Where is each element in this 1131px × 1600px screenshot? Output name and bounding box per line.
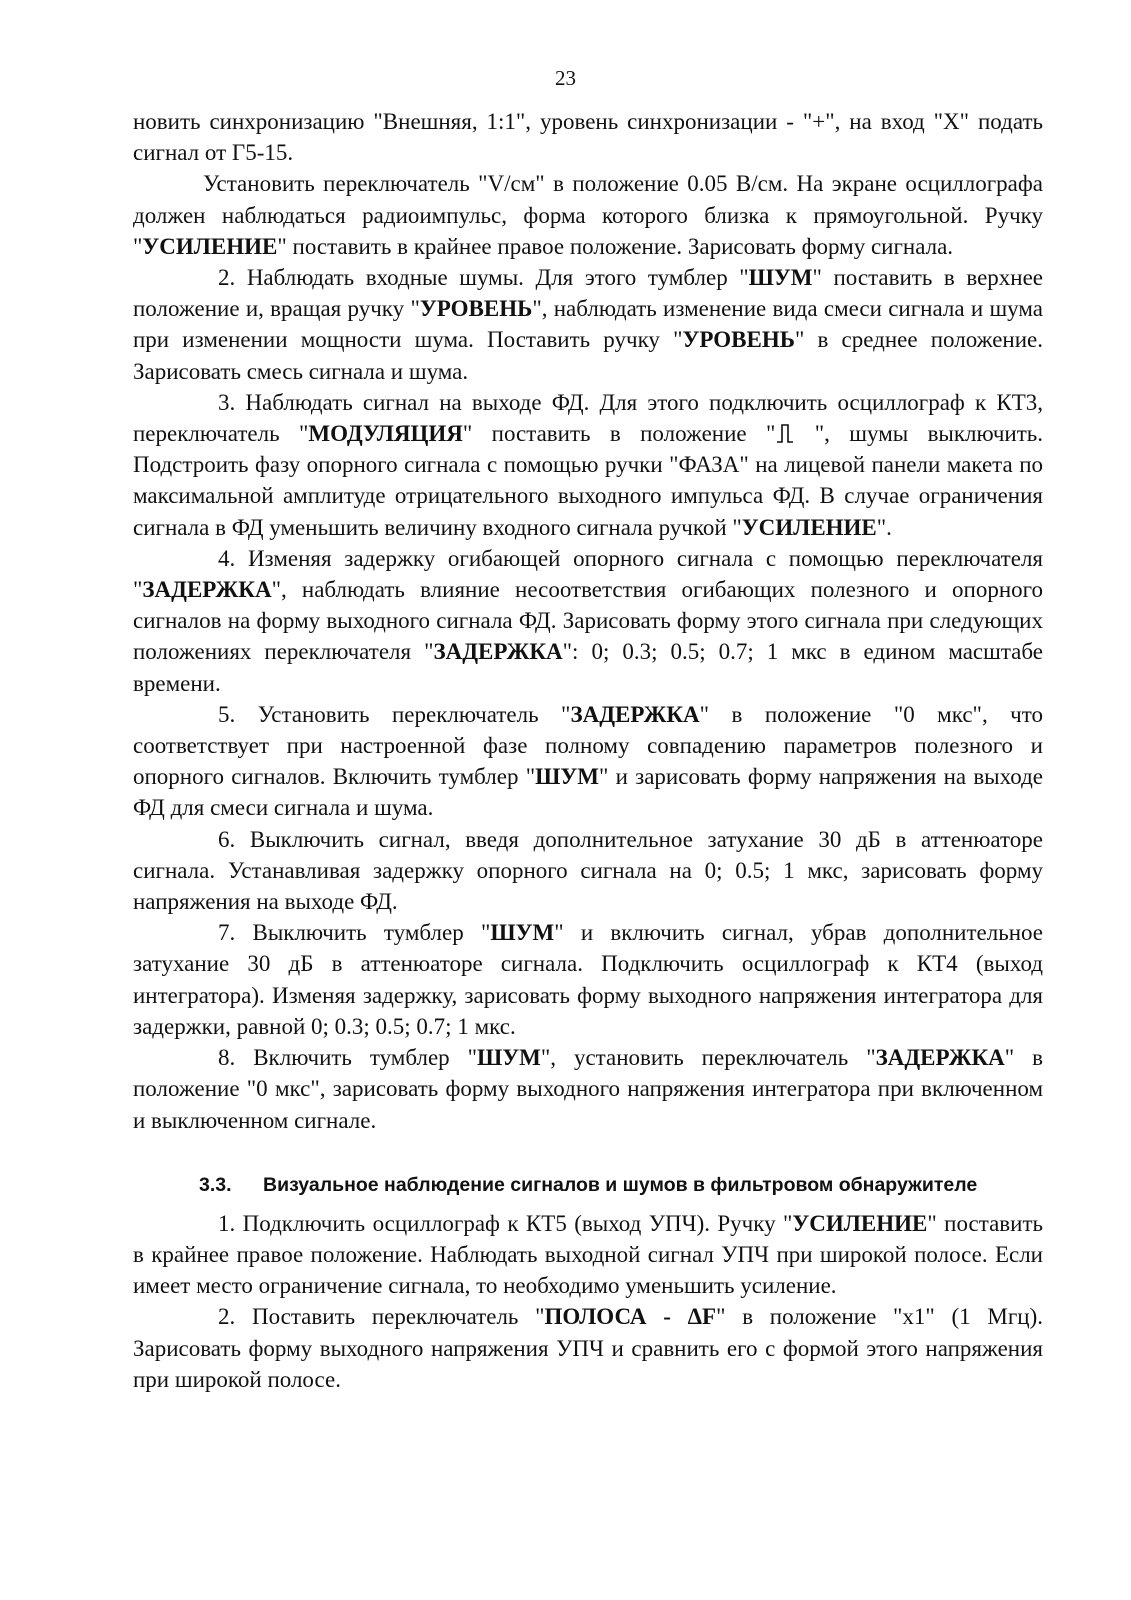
- pulse-icon: [775, 422, 795, 444]
- paragraph-step-8: [133, 1042, 1043, 1136]
- paragraph-step-3: [133, 387, 1043, 543]
- paragraph-oscilloscope-setup: [133, 168, 1043, 262]
- paragraph-step-6: [133, 824, 1043, 918]
- paragraph-step-4: [133, 543, 1043, 699]
- control-name: ПОЛОСА - ΔF: [544, 1304, 717, 1330]
- paragraph-text: 7. Выключить тумблер ": [218, 920, 491, 946]
- paragraph-text: " в среднее положение. Зарисовать смесь сигнала и шума.: [133, 327, 1044, 384]
- control-name: УРОВЕНЬ: [419, 296, 533, 322]
- paragraph-step-7: [133, 917, 1043, 1042]
- paragraph-text: 1. Подключить осциллограф к КТ5 (выход УПЧ). Ручку ": [218, 1210, 793, 1236]
- section-heading: [133, 1172, 1043, 1198]
- paragraph-continuation: [133, 106, 1043, 168]
- control-name: ШУМ: [490, 920, 555, 946]
- paragraph-text: " в положение "0 мкс", что соответствует при настроенной фазе полному совпадению параметров полезного и опорного сигналов. Включить тумблер ": [133, 701, 1043, 790]
- paragraph-text: " поставить в верхнее положение и, вращая ручку ": [133, 265, 1044, 322]
- section-title: Визуальное наблюдение сигналов и шумов в фильтровом обнаружителе: [263, 1173, 978, 1196]
- paragraph-text: ", наблюдать изменение вида смеси сигнала и шума при изменении мощности шума. Поставить ручку ": [133, 296, 1043, 353]
- paragraph-text: " и включить сигнал, убрав дополнительное затухание 30 дБ в аттенюаторе сигнала. Подключить осциллограф к КТ4 (выход интегратора). Изменяя задержку, зарисовать форму выходного напряжения интегратора для задержки, равной 0; 0.3; 0.5; 0.7; 1 мкс.: [133, 920, 1044, 1039]
- control-name: ЗАДЕРЖКА: [875, 1045, 1005, 1071]
- paragraph-text: " поставить в положение ": [462, 421, 776, 447]
- control-name: УСИЛЕНИЕ: [142, 233, 278, 259]
- paragraph-text: 4. Изменяя задержку огибающей опорного сигнала с помощью переключателя ": [133, 545, 1043, 603]
- paragraph-text: новить синхронизацию "Внешняя, 1:1", уровень синхронизации - "+", на вход "Х" подать сигнал от Г5-15.: [133, 109, 1043, 166]
- paragraph-text: ", шумы выключить. Подстроить фазу опорного сигнала с помощью ручки "ФАЗА" на лицевой панели макета по максимальной амплитуде отрицательного выходного импульса ФД. В случае ограничения сигнала в ФД уменьшить величину входного сигнала ручкой ": [133, 421, 1044, 540]
- paragraph-text: " в положение "0 мкс", зарисовать форму выходного напряжения интегратора при включенном и выключенном сигнале.: [133, 1045, 1043, 1133]
- control-name: УРОВЕНЬ: [682, 327, 795, 353]
- control-name: ЗАДЕРЖКА: [433, 639, 563, 665]
- control-name: ЗАДЕРЖКА: [142, 577, 272, 603]
- control-name: ШУМ: [477, 1045, 541, 1071]
- control-name: УСИЛЕНИЕ: [741, 514, 877, 540]
- control-name: МОДУЛЯЦИЯ: [308, 421, 463, 447]
- paragraph-text: Установить переключатель "V/см" в положение 0.05 В/см. На экране осциллографа должен наблюдаться радиоимпульс, форма которого близка к прямоугольной. Ручку ": [133, 171, 1043, 259]
- control-name: ШУМ: [748, 265, 813, 291]
- paragraph-text: ": 0; 0.3; 0.5; 0.7; 1 мкс в едином масштабе времени.: [133, 639, 1043, 696]
- paragraph-step-5: [133, 699, 1043, 824]
- control-name: ШУМ: [535, 764, 599, 790]
- control-name: УСИЛЕНИЕ: [792, 1210, 928, 1236]
- paragraph-text: 2. Наблюдать входные шумы. Для этого тумблер ": [218, 265, 749, 291]
- paragraph-text: " поставить в крайнее правое положение. Наблюдать выходной сигнал УПЧ при широкой полосе. Если имеет место ограничение сигнала, то необходимо уменьшить усиление.: [133, 1210, 1043, 1299]
- paragraph-text: " в положение "х1" (1 Мгц). Зарисовать форму выходного напряжения УПЧ и сравнить его с формой этого напряжения при широкой полосе.: [133, 1304, 1043, 1392]
- paragraph-text: 6. Выключить сигнал, введя дополнительное затухание 30 дБ в аттенюаторе сигнала. Устанавливая задержку опорного сигнала на 0; 0.5; 1 мкс, зарисовать форму напряжения на выходе ФД.: [133, 826, 1043, 915]
- paragraph-text: " поставить в крайнее правое положение. Зарисовать форму сигнала.: [277, 233, 954, 259]
- paragraph-text: 3. Наблюдать сигнал на выходе ФД. Для этого подключить осциллограф к КТ3, переключатель ": [133, 389, 1043, 447]
- section-step-1: [133, 1208, 1043, 1302]
- control-name: ЗАДЕРЖКА: [570, 701, 700, 727]
- body-text: [133, 106, 1043, 1395]
- paragraph-text: 5. Установить переключатель ": [218, 701, 571, 727]
- page-number: 23: [555, 66, 576, 90]
- paragraph-text: ", наблюдать влияние несоответствия огибающих полезного и опорного сигналов на форму выходного сигнала ФД. Зарисовать форму этого сигнала при следующих положениях переключателя ": [133, 577, 1043, 665]
- section-number: 3.3.: [199, 1173, 232, 1196]
- paragraph-step-2: [133, 262, 1043, 387]
- section-step-2: [133, 1301, 1043, 1395]
- paragraph-text: ", установить переключатель ": [540, 1045, 876, 1071]
- paragraph-text: 2. Поставить переключатель ": [218, 1304, 545, 1330]
- paragraph-text: 8. Включить тумблер ": [218, 1045, 478, 1071]
- paragraph-text: ".: [876, 514, 892, 540]
- paragraph-text: " и зарисовать форму напряжения на выходе ФД для смеси сигнала и шума.: [133, 764, 1044, 821]
